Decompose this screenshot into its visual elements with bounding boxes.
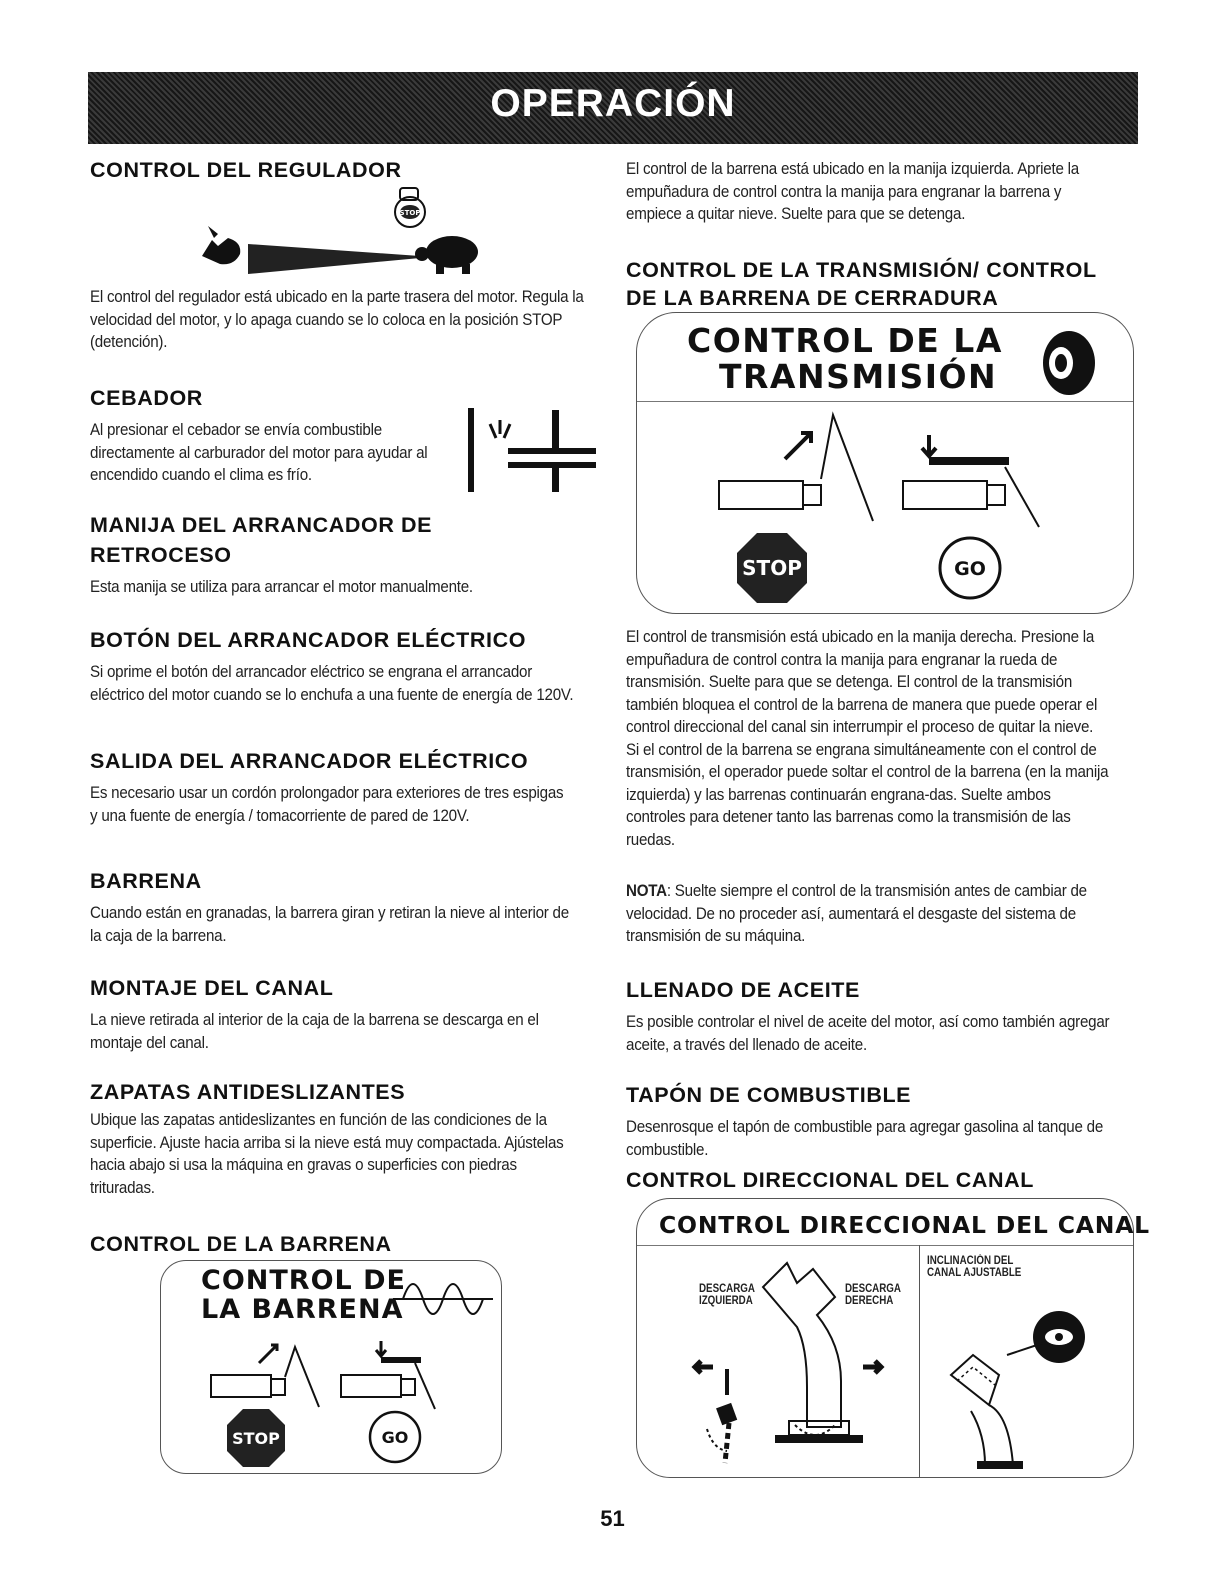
regulador-heading: CONTROL DEL REGULADOR	[90, 158, 402, 182]
auger-stop-label: STOP	[232, 1429, 280, 1448]
chute-panel-separator	[919, 1245, 920, 1477]
choke-icon	[468, 406, 598, 494]
chute-control-panel	[636, 1198, 1150, 1478]
auger-panel-title-1: CONTROL DE	[201, 1265, 406, 1296]
transmission-stop-icon	[735, 531, 809, 605]
auger-control-panel	[160, 1260, 502, 1474]
barrena-heading: BARRENA	[90, 869, 202, 893]
nota-text	[626, 880, 1110, 948]
montaje-heading: MONTAJE DEL CANAL	[90, 976, 334, 1000]
section-title: OPERACIÓN	[490, 82, 736, 125]
regulador-text: El control del regulador está ubicado en la parte trasera del motor. Regula la velocidad del motor, y lo apaga cuando se lo coloca en la posición STOP (detención).	[90, 288, 584, 351]
chute-panel-divider	[637, 1245, 1133, 1246]
auger-go-label: GO	[381, 1428, 409, 1447]
cebador-heading: CEBADOR	[90, 386, 203, 410]
montaje-text: La nieve retirada al interior de la caja de la barrena se descarga en el montaje del canal.	[90, 1011, 539, 1052]
auger-icon	[393, 1267, 493, 1333]
tapon-heading: TAPÓN DE COMBUSTIBLE	[626, 1083, 912, 1107]
cebador-text: Al presionar el cebador se envía combustible directamente al carburador del motor para ayudar al encendido cuando el clima es frío.	[90, 421, 428, 484]
nota-label: NOTA	[626, 882, 667, 900]
transmission-panel-title-2: TRANSMISIÓN	[719, 357, 998, 396]
auger-stop-icon	[225, 1407, 287, 1469]
chute-panel-title: CONTROL DIRECCIONAL DEL CANAL	[659, 1211, 1150, 1239]
transmision-heading-2: DE LA BARRENA DE CERRADURA	[626, 286, 999, 310]
auger-go-icon	[367, 1409, 423, 1465]
nota-body: : Suelte siempre el control de la transmisión antes de cambiar de velocidad. De no proceder así, aumentará el desgaste del sistema de transmisión de su máquina.	[626, 882, 1087, 945]
aceite-text: Es posible controlar el nivel de aceite del motor, así como también agregar aceite, a través del llenado de aceite.	[626, 1013, 1110, 1054]
salida-heading: SALIDA DEL ARRANCADOR ELÉCTRICO	[90, 749, 529, 773]
canal-heading: CONTROL DIRECCIONAL DEL CANAL	[626, 1168, 1034, 1192]
salida-text: Es necesario usar un cordón prolongador para exteriores de tres espigas y una fuente de energía / tomacorriente de pared de 120V.	[90, 784, 564, 825]
manija-heading-1: MANIJA DEL ARRANCADOR DE	[90, 513, 433, 537]
zapatas-text: Ubique las zapatas antideslizantes en función de las condiciones de la superficie. Ajuste hacia arriba si la nieve está muy compactada. Ajústelas hacia abajo si usa la máquina en gravas o superficies con piedras trituradas.	[90, 1111, 564, 1197]
auger-panel-title-2: LA BARRENA	[201, 1294, 404, 1325]
chute-rotation-diagram	[667, 1255, 917, 1475]
page-number: 51	[600, 1506, 625, 1531]
tapon-text: Desenrosque el tapón de combustible para agregar gasolina al tanque de combustible.	[626, 1118, 1104, 1159]
zapatas-heading: ZAPATAS ANTIDESLIZANTES	[90, 1080, 406, 1104]
control-barrena-heading: CONTROL DE LA BARRENA	[90, 1232, 392, 1256]
inclinacion-label: INCLINACIÓN DEL CANAL AJUSTABLE	[927, 1255, 1022, 1279]
manija-heading-2: RETROCESO	[90, 543, 232, 567]
stop-knob-label: STOP	[399, 209, 421, 217]
transmission-lever-diagram	[713, 409, 1073, 529]
transmission-stop-label: STOP	[742, 556, 802, 580]
manija-text: Esta manija se utiliza para arrancar el motor manualmente.	[90, 578, 473, 596]
wheel-icon	[1035, 327, 1099, 399]
boton-heading: BOTÓN DEL ARRANCADOR ELÉCTRICO	[90, 628, 527, 652]
transmission-go-label: GO	[954, 558, 986, 580]
boton-text: Si oprime el botón del arrancador eléctrico se engrana el arrancador eléctrico del motor cuando se lo enchufa a una fuente de energía de 120V.	[90, 663, 574, 704]
transmission-panel-divider	[637, 401, 1133, 402]
transmision-heading-1: CONTROL DE LA TRANSMISIÓN/ CONTROL	[626, 258, 1097, 282]
chute-tilt-diagram	[937, 1295, 1117, 1475]
transmission-control-panel	[636, 312, 1134, 614]
barrena-text: Cuando están en granadas, la barrera giran y retiran la nieve al interior de la caja de la barrena.	[90, 904, 569, 945]
descarga-derecha-label: DESCARGA DERECHA	[845, 1283, 901, 1307]
aceite-heading: LLENADO DE ACEITE	[626, 978, 860, 1002]
section-banner	[88, 72, 1138, 144]
transmission-go-icon	[937, 535, 1003, 601]
transmission-panel-title-1: CONTROL DE LA	[687, 321, 1003, 360]
barrena-intro-text: El control de la barrena está ubicado en la manija izquierda. Apriete la empuñadura de control contra la manija para engranar la barrena y empiece a quitar nieve. Suelte para que se detenga.	[626, 160, 1079, 223]
transmision-text: El control de transmisión está ubicado en la manija derecha. Presione la empuñadura de control contra la manija para engranar la rueda de transmisión. Suelte para que se detenga. El control de la transmisión también bloquea el control de la barrena de manera que puede operar el control direccional del canal sin interrumpir el proceso de quitar la nieve. Si el control de la barrena se engrana simultáneamente con el control de transmisión, el operador puede soltar el control de la barrena (en la manija izquierda) y las barrenas continuarán engrana-das. Suelte ambos controles para detener tanto las barrenas como la transmisión de las ruedas.	[626, 628, 1109, 849]
throttle-icon	[200, 186, 500, 278]
descarga-izquierda-label: DESCARGA IZQUIERDA	[699, 1283, 755, 1307]
